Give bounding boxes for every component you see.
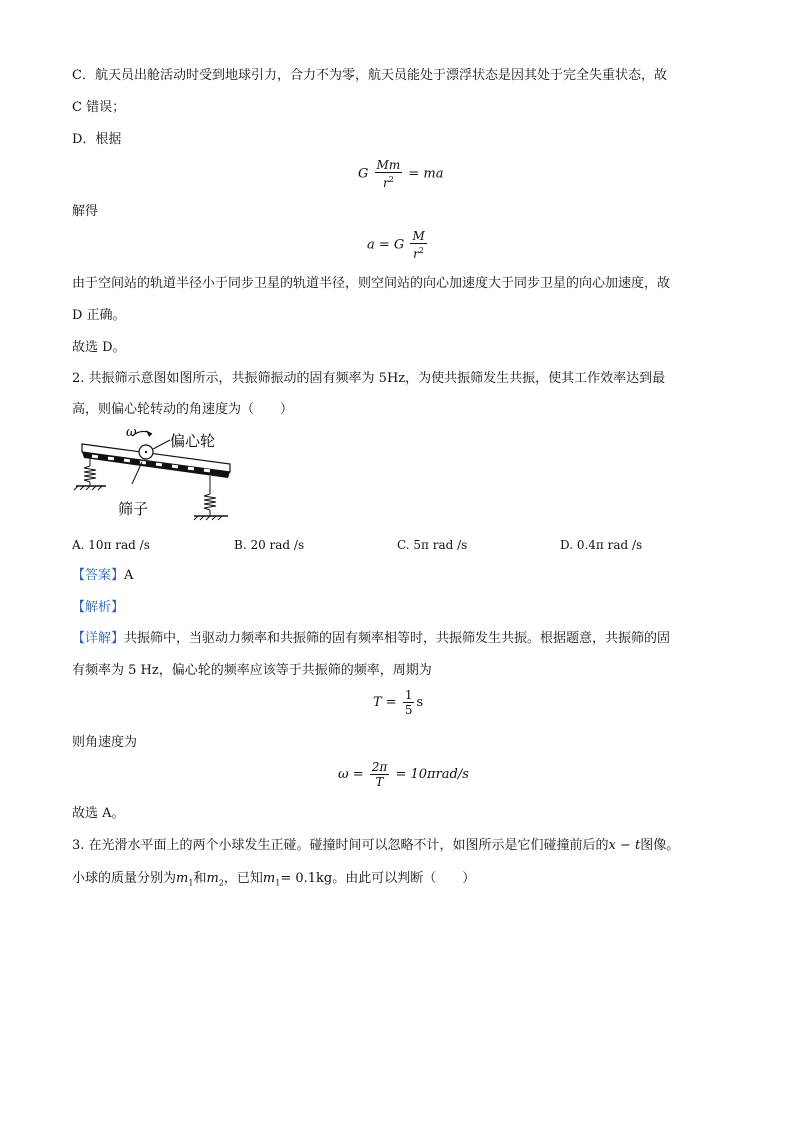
detail-line: 【详解】共振筛中，当驱动力频率和共振筛的固有频率相等时，共振筛发生共振。根据题意，共振筛的固: [72, 631, 671, 646]
sieve-diagram: [72, 422, 242, 526]
text-line: D 正确。: [72, 308, 126, 323]
text-line: 则角速度为: [72, 735, 138, 750]
formula-acceleration: a = G $\frac{M}{r^2}$: [367, 229, 425, 261]
question-3-cont: 小球的质量分别为$m_1$和$m_2$，已知$m_1= 0.1kg$。由此可以判断（ ）: [72, 871, 476, 888]
text-line: 故选 D。: [72, 340, 126, 355]
answer-value: A: [124, 568, 134, 583]
text-line: C．航天员出舱活动时受到地球引力，合力不为零，航天员能处于漂浮状态是因其处于完全失重状态，故: [72, 68, 667, 83]
text-line: 由于空间站的轨道半径小于同步卫星的轨道半径，则空间站的向心加速度大于同步卫星的向心加速度，故: [72, 276, 671, 291]
detail-tag: 【详解】: [72, 631, 125, 646]
option-d: D. 0.4π rad /s: [560, 538, 643, 552]
eccentric-label: 偏心轮: [170, 432, 216, 450]
right-spring: [194, 476, 228, 520]
question-2-cont: 高，则偏心轮转动的角速度为（ ）: [72, 402, 294, 417]
text-line: C 错误；: [72, 100, 126, 115]
analysis-tag: 【解析】: [72, 600, 125, 615]
sieve-label: 筛子: [118, 500, 149, 518]
text-line: 解得: [72, 204, 99, 219]
answer-tag: 【答案】: [72, 568, 125, 583]
omega-label: ω: [126, 425, 137, 440]
question-3: 3. 在光滑水平面上的两个小球发生正碰。碰撞时间可以忽略不计，如图所示是它们碰撞前后的x − t图像。: [72, 838, 680, 853]
answer-line: [72, 568, 133, 584]
formula-gravitation: G $\frac{Mm}{r^2}$ = ma: [358, 158, 444, 190]
text-line: 故选 A。: [72, 806, 125, 821]
option-a: A. 10π rad /s: [72, 538, 150, 552]
option-c: C. 5π rad /s: [397, 538, 468, 552]
formula-angular-velocity: ω = $\frac{2\pi}{T}$ = 10πrad/s: [338, 760, 469, 789]
left-spring: [74, 459, 106, 490]
formula-period: T = $\frac{1}{5}$ s: [373, 688, 424, 717]
option-b: B. 20 rad /s: [234, 538, 305, 552]
text-line: D．根据: [72, 132, 122, 147]
question-2: 2. 共振筛示意图如图所示，共振筛振动的固有频率为 5Hz，为使共振筛发生共振，使其工作效率达到最: [72, 371, 666, 386]
text-line: 有频率为 5 Hz，偏心轮的频率应该等于共振筛的频率，周期为: [72, 663, 432, 678]
